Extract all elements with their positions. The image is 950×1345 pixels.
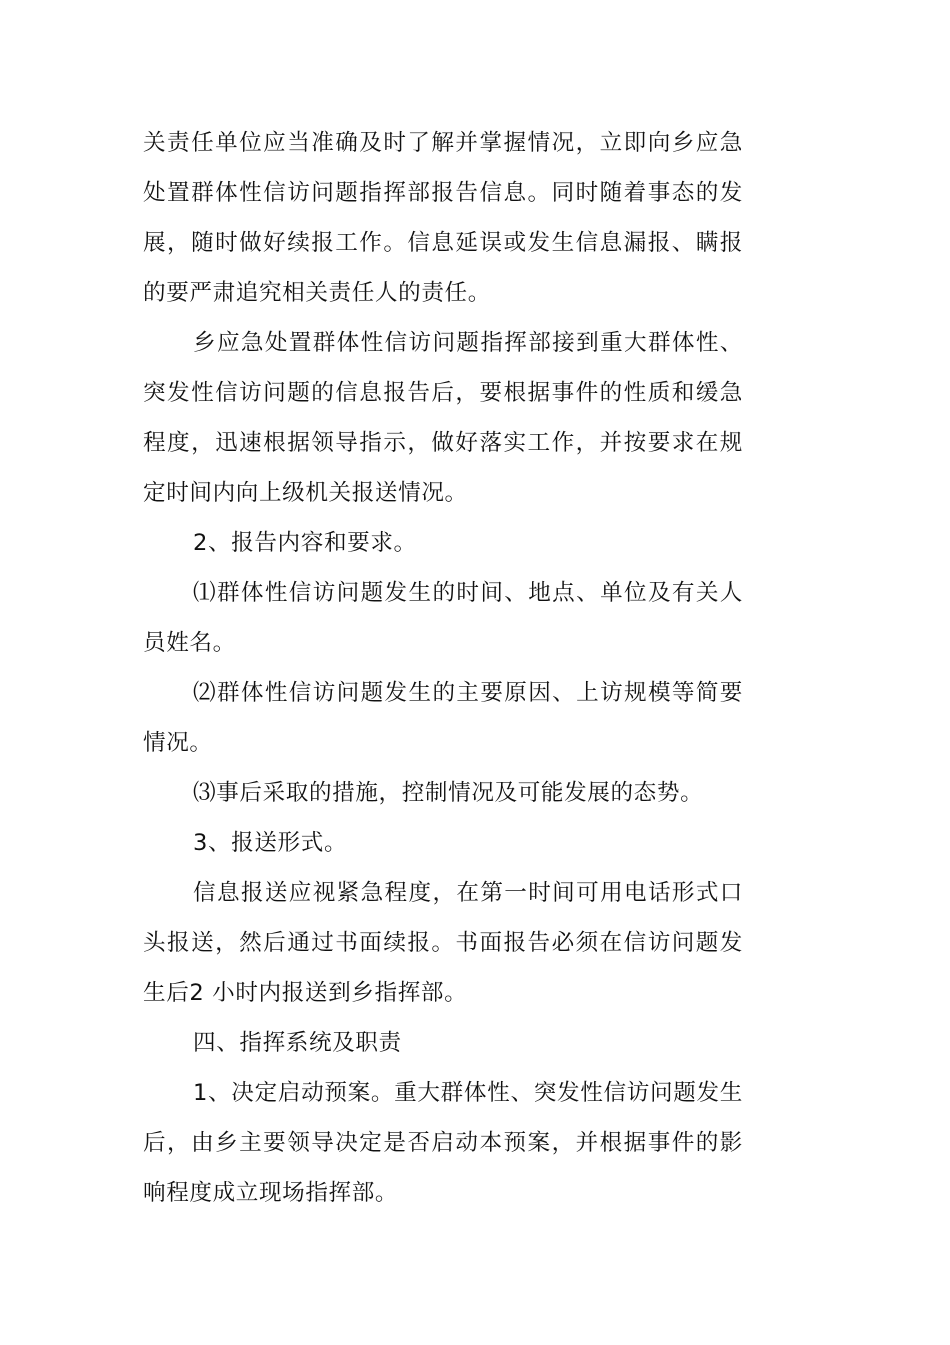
document-body	[143, 118, 743, 1218]
list-item: ⑵群体性信访问题发生的主要原因、上访规模等简要情况。	[143, 680, 743, 756]
chapter-heading: 四、指挥系统及职责	[193, 1030, 402, 1056]
list-item: ⑶事后采取的措施，控制情况及可能发展的态势。	[193, 780, 704, 806]
section-heading: 3、报送形式。	[193, 830, 348, 856]
paragraph: 信息报送应视紧急程度，在第一时间可用电话形式口头报送，然后通过书面续报。书面报告必须在信访问题发生后2 小时内报送到乡指挥部。	[143, 880, 743, 1006]
list-item: ⑴群体性信访问题发生的时间、地点、单位及有关人员姓名。	[143, 580, 743, 656]
paragraph: 乡应急处置群体性信访问题指挥部接到重大群体性、突发性信访问题的信息报告后，要根据事件的性质和缓急程度，迅速根据领导指示，做好落实工作，并按要求在规定时间内向上级机关报送情况。	[143, 330, 743, 506]
section-heading: 2、报告内容和要求。	[193, 530, 417, 556]
paragraph-continued: 关责任单位应当准确及时了解并掌握情况，立即向乡应急处置群体性信访问题指挥部报告信息。同时随着事态的发展，随时做好续报工作。信息延误或发生信息漏报、瞒报的要严肃追究相关责任人的责任。	[143, 130, 743, 306]
paragraph: 1、决定启动预案。重大群体性、突发性信访问题发生后，由乡主要领导决定是否启动本预案，并根据事件的影响程度成立现场指挥部。	[143, 1080, 743, 1206]
